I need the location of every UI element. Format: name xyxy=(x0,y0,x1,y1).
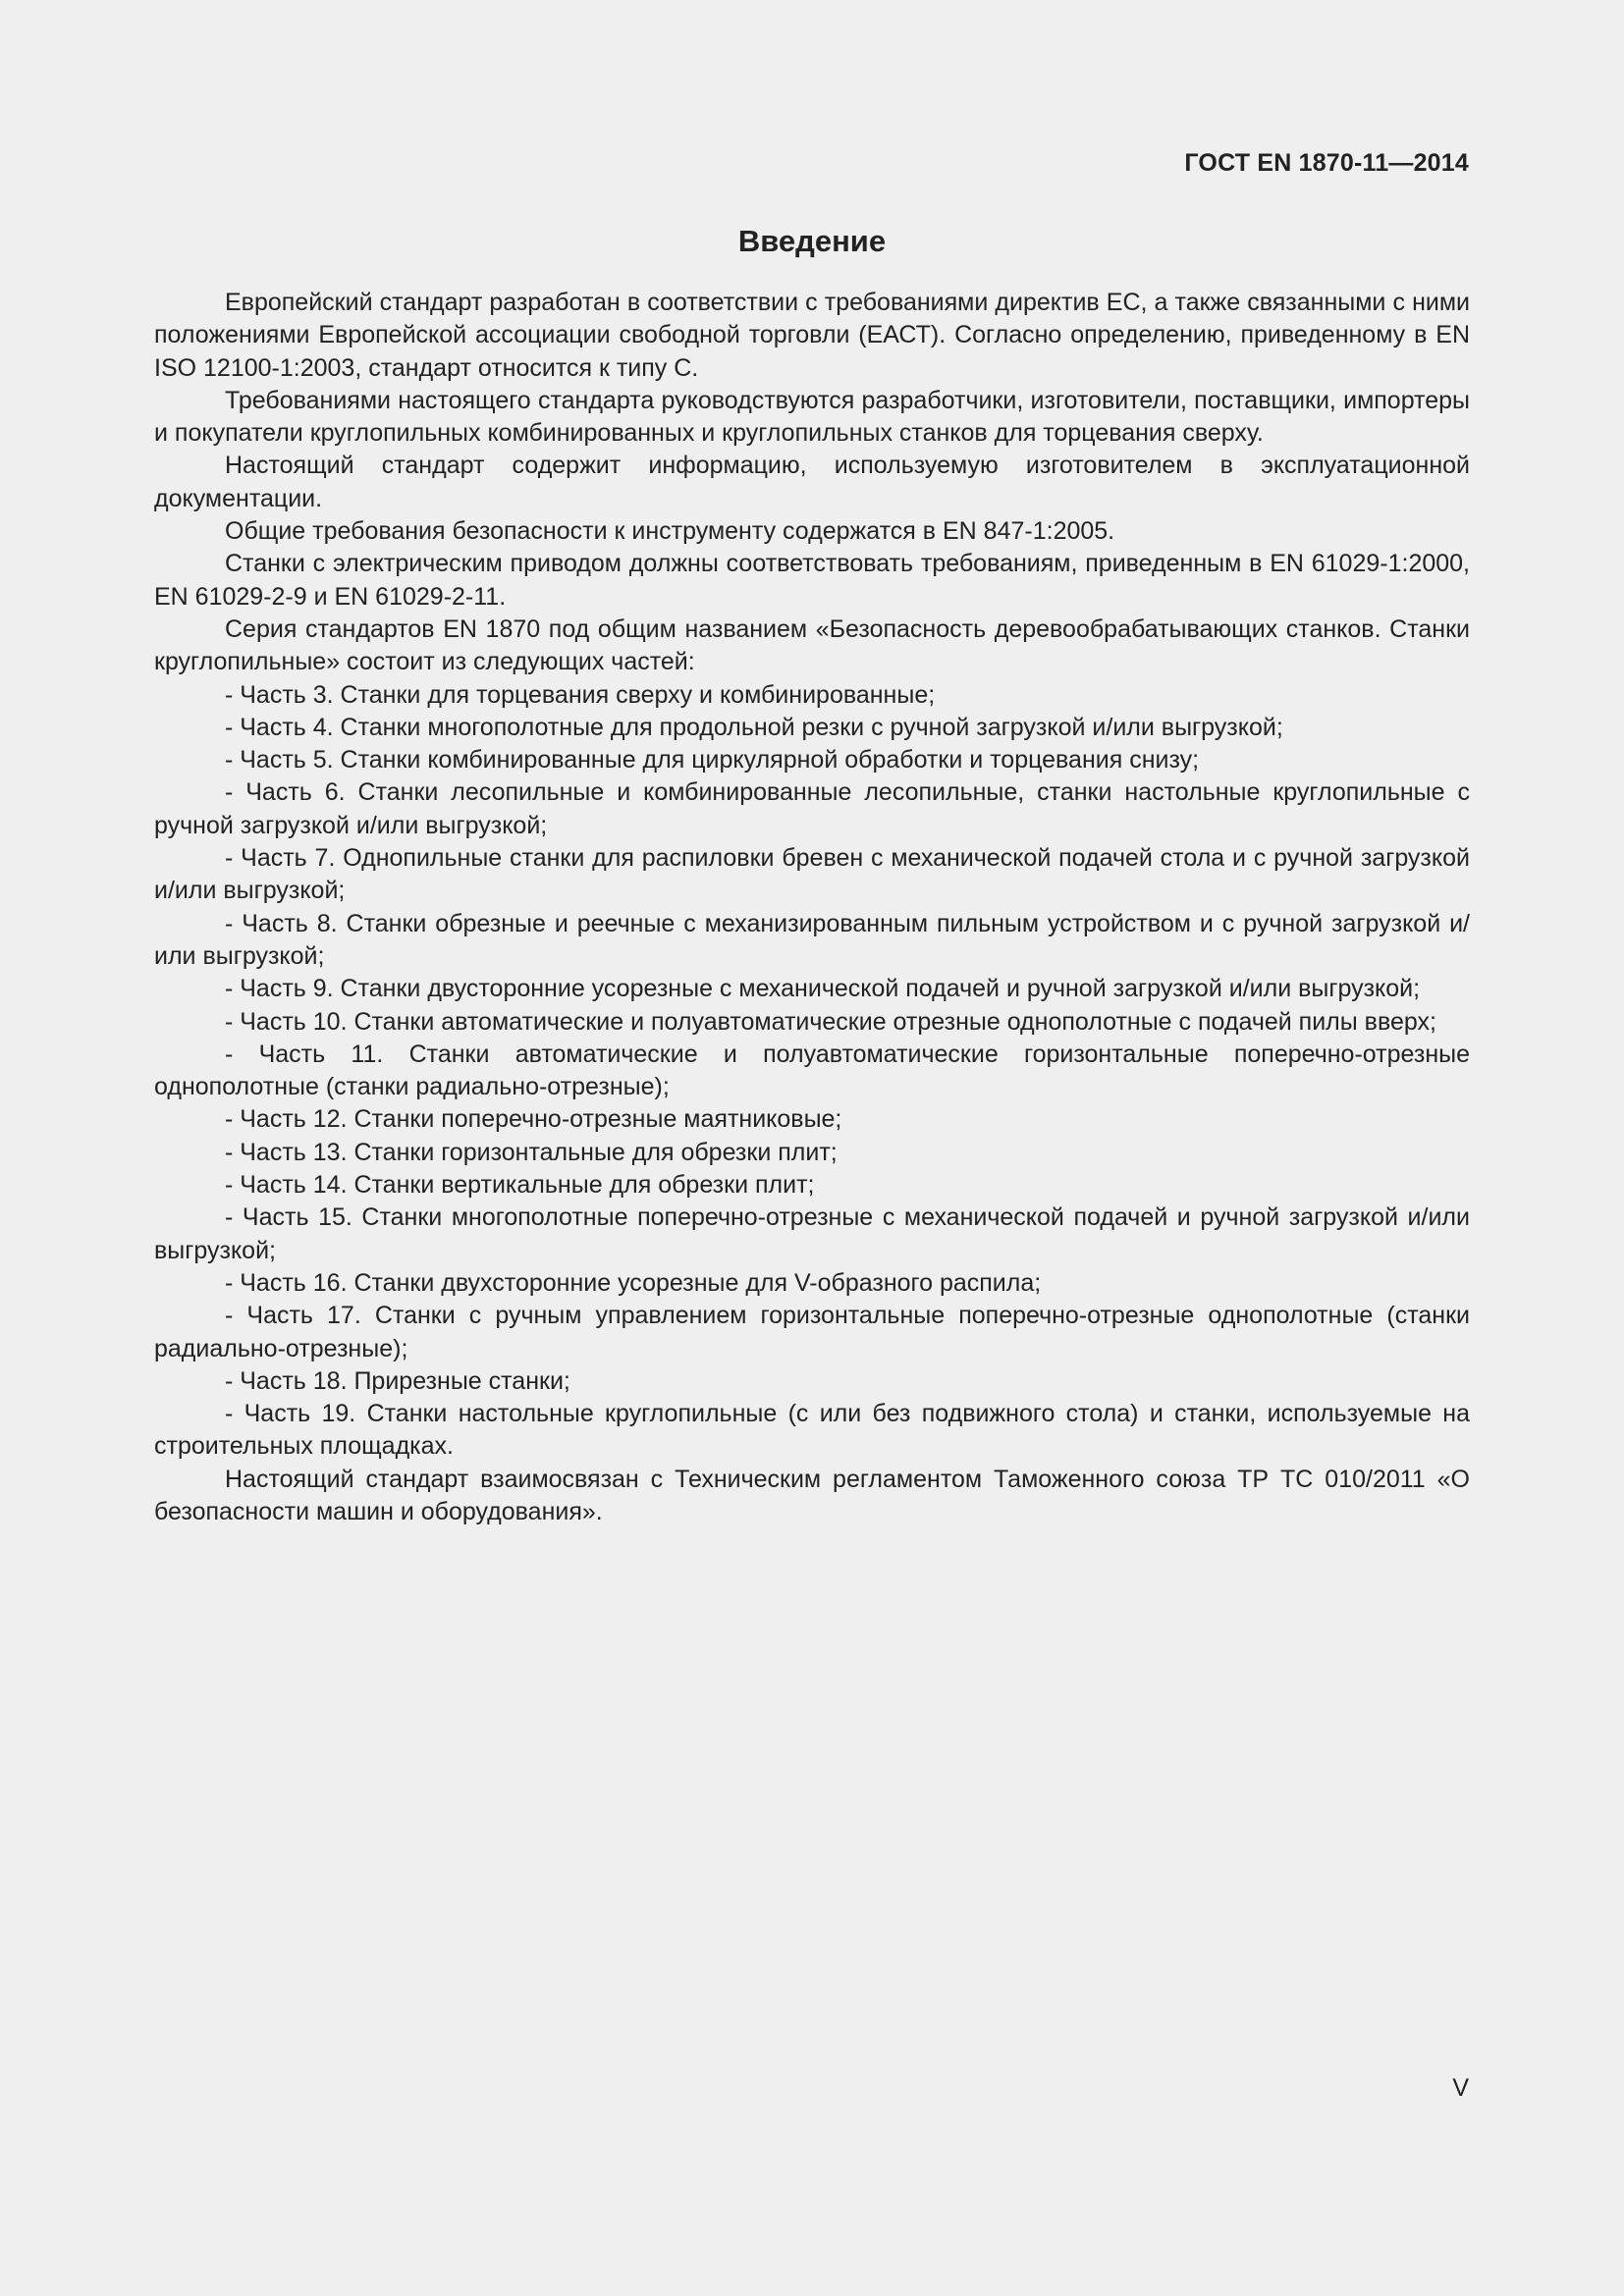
paragraph: Общие требования безопасности к инструменту содержатся в EN 847-1:2005. xyxy=(225,517,1115,546)
section-title: Введение xyxy=(737,224,887,258)
paragraph: Серия стандартов EN 1870 под общим названием «Безопасность деревообрабатывающих станков. Станки круглопильные» состоит из следующих частей: xyxy=(154,614,1470,676)
list-item: - Часть 11. Станки автоматические и полуавтоматические горизонтальные поперечно-отрезные однополотные (станки радиально-отрезные); xyxy=(154,1040,1470,1101)
list-item: - Часть 5. Станки комбинированные для циркулярной обработки и торцевания снизу; xyxy=(225,746,1200,774)
paragraph: Европейский стандарт разработан в соответствии с требованиями директив ЕС, а также связанными с ними положениями Европейской ассоциации свободной торговли (ЕАСТ). Согласно определению, приведенному в EN ISO 12100-1:2003, стандарт относится к типу С. xyxy=(154,289,1470,382)
paragraph: Настоящий стандарт содержит информацию, используемую изготовителем в эксплуатационной документации. xyxy=(154,452,1470,512)
list-item: - Часть 10. Станки автоматические и полуавтоматические отрезные однополотные с подачей пилы вверх; xyxy=(225,1007,1436,1036)
page-number: V xyxy=(1452,2074,1469,2102)
list-item: - Часть 6. Станки лесопильные и комбинированные лесопильные, станки настольные круглопильные с ручной загрузкой и/или выгрузкой; xyxy=(154,778,1470,839)
list-item: - Часть 17. Станки с ручным управлением горизонтальные поперечно-отрезные однополотные (станки радиально-отрезные); xyxy=(154,1302,1470,1362)
body-text xyxy=(154,287,1470,1528)
list-item: - Часть 7. Однопильные станки для распиловки бревен с механической подачей стола и с ручной загрузкой и/или выгрузкой; xyxy=(154,844,1470,905)
paragraph: Станки с электрическим приводом должны соответствовать требованиям, приведенным в EN 61029-1:2000, EN 61029-2-9 и EN 61029-2-11. xyxy=(154,550,1470,611)
list-item: - Часть 3. Станки для торцевания сверху и комбинированные; xyxy=(225,680,936,709)
paragraph: Требованиями настоящего стандарта руководствуются разработчики, изготовители, поставщики, импортеры и покупатели круглопильных комбинированных и круглопильных станков для торцевания сверху. xyxy=(154,386,1470,448)
document-code: ГОСТ EN 1870-11—2014 xyxy=(1184,149,1469,177)
list-item: - Часть 19. Станки настольные круглопильные (с или без подвижного стола) и станки, используемые на строительных площадках. xyxy=(154,1400,1470,1461)
list-item: - Часть 8. Станки обрезные и реечные с механизированным пильным устройством и с ручной загрузкой и/или выгрузкой; xyxy=(154,909,1470,970)
list-item: - Часть 12. Станки поперечно-отрезные маятниковые; xyxy=(225,1105,842,1134)
list-item: - Часть 15. Станки многополотные поперечно-отрезные с механической подачей и ручной загрузкой и/или выгрузкой; xyxy=(154,1203,1470,1264)
list-item: - Часть 4. Станки многополотные для продольной резки с ручной загрузкой и/или выгрузкой; xyxy=(225,713,1283,741)
list-item: - Часть 18. Прирезные станки; xyxy=(225,1366,570,1395)
list-item: - Часть 13. Станки горизонтальные для обрезки плит; xyxy=(225,1138,838,1166)
list-item: - Часть 14. Станки вертикальные для обрезки плит; xyxy=(225,1171,815,1200)
list-item: - Часть 16. Станки двухсторонние усорезные для V-образного распила; xyxy=(225,1268,1042,1297)
paragraph: Настоящий стандарт взаимосвязан с Техническим регламентом Таможенного союза ТР ТС 010/2011 «О безопасности машин и оборудования». xyxy=(154,1465,1470,1525)
list-item: - Часть 9. Станки двусторонние усорезные с механической подачей и ручной загрузкой и/или выгрузкой; xyxy=(225,975,1421,1003)
